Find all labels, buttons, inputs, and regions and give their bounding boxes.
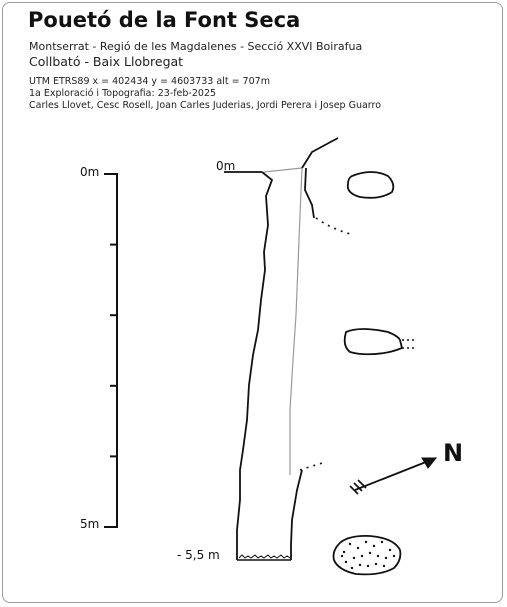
cross-section-middle — [345, 329, 402, 354]
bottom-depth-label: - 5,5 m — [177, 548, 220, 562]
sediment-dot — [375, 563, 377, 565]
scale-bar — [104, 174, 118, 527]
right-wall-lower — [291, 470, 302, 560]
north-arrow — [350, 439, 463, 494]
north-label: N — [443, 439, 464, 467]
sediment-dot — [383, 565, 385, 567]
right-wall-upper — [305, 168, 314, 218]
sediment-dot — [351, 567, 353, 569]
left-wall — [237, 172, 272, 560]
sediment-dot — [361, 555, 363, 557]
entrance-label: 0m — [216, 159, 236, 173]
cross-section-middle-dashed — [402, 340, 416, 348]
right-wall-lower-dashed — [300, 462, 326, 470]
exploration-line: 1a Exploració i Topografia: 23-feb-2025 — [29, 88, 217, 99]
sediment-dot — [345, 561, 347, 563]
right-wall-upper-dashed — [316, 218, 350, 234]
sediment-dot — [349, 543, 351, 545]
sediment-dot — [389, 549, 391, 551]
sediment-dot — [385, 557, 387, 559]
region-line: Montserrat - Regió de les Magdalenes - Secció XXVI Boirafua — [29, 40, 363, 53]
sediment-dot — [357, 547, 359, 549]
surface-right-wall — [302, 138, 338, 168]
sediment-dot — [367, 565, 369, 567]
sediment-dot — [369, 552, 371, 554]
cave-title: Pouetó de la Font Seca — [28, 8, 301, 32]
coordinates-line: UTM ETRS89 x = 402434 y = 4603733 alt = 707m — [29, 76, 270, 87]
scale-top-label: 0m — [80, 165, 100, 179]
north-arrow-shaft — [355, 458, 436, 490]
projection-line — [290, 168, 302, 475]
sediment-dot — [341, 555, 343, 557]
sediment-dot — [377, 555, 379, 557]
sediment-dot — [343, 551, 345, 553]
sediment-dot — [393, 555, 395, 557]
sediment-dot — [381, 541, 383, 543]
floor-sediment — [239, 555, 290, 558]
sediment-dot — [365, 541, 367, 543]
surface-line — [264, 168, 302, 172]
municipality-line: Collbató - Baix Llobregat — [29, 54, 184, 69]
cross-section-upper — [348, 172, 394, 198]
scale-bottom-label: 5m — [80, 517, 100, 531]
sediment-dot — [353, 557, 355, 559]
sediment-dot — [373, 545, 375, 547]
sediment-dot — [359, 564, 361, 566]
authors-line: Carles Llovet, Cesc Rosell, Joan Carles Juderias, Jordi Perera i Josep Guarro — [29, 100, 382, 111]
